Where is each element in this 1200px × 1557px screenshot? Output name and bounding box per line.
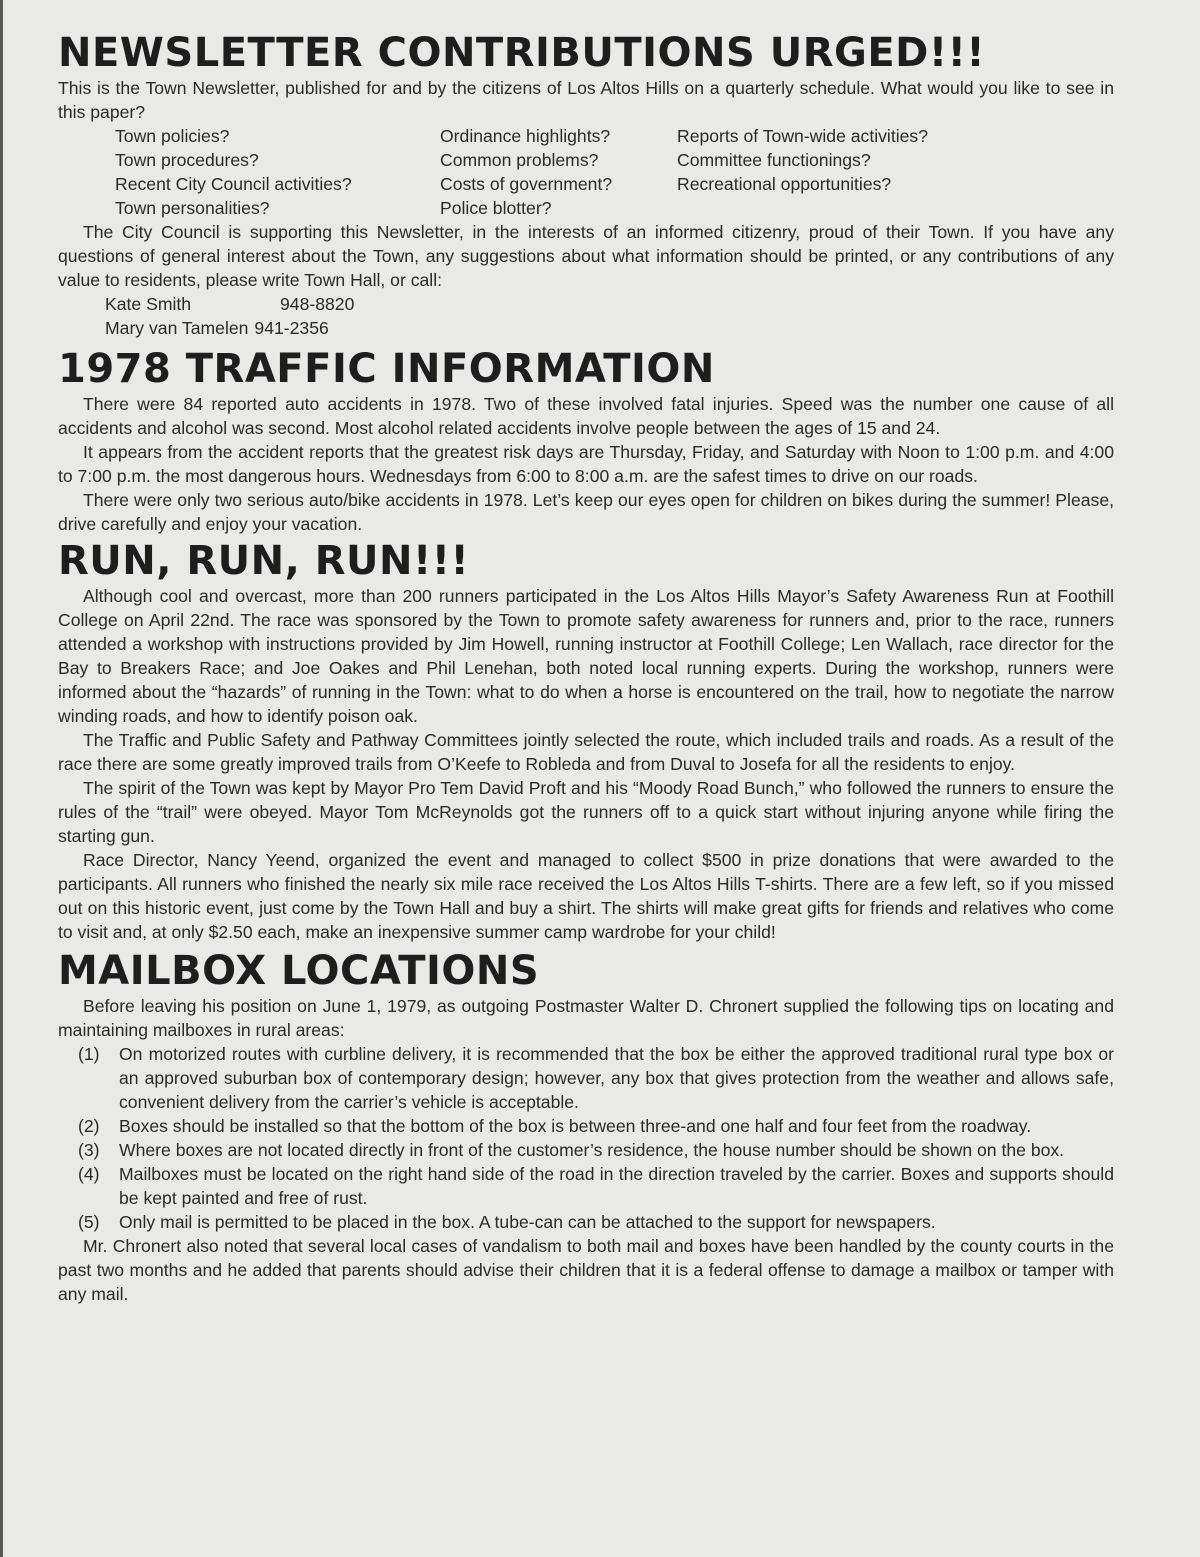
list-item-text: Boxes should be installed so that the bottom of the box is between three-and one half and four feet from the roadway. — [119, 1116, 1032, 1136]
contact-row — [105, 316, 1114, 340]
list-item — [78, 1138, 1114, 1162]
body-paragraph: There were 84 reported auto accidents in 1978. Two of these involved fatal injuries. Speed was the number one cause of all accidents and alcohol was second. Most alcohol related accidents involve people between the ages of 15 and 24. — [58, 394, 1114, 438]
list-item-number: (2) — [78, 1116, 100, 1136]
body-paragraph: Race Director, Nancy Yeend, organized the event and managed to collect $500 in prize donations that were awarded to the participants. All runners who finished the nearly six mile race received the Los Altos Hills T-shirts. There are a few left, so if you missed out on this historic event, just come by the Town Hall and buy a shirt. The shirts will make great gifts for friends and relatives who come to visit and, at only $2.50 each, make an inexpensive summer camp wardrobe for your child! — [58, 850, 1114, 942]
list-item-number: (5) — [78, 1212, 100, 1232]
topic-item: Common problems? — [440, 150, 599, 170]
topic-item: Town policies? — [115, 126, 230, 146]
intro-paragraph: This is the Town Newsletter, published for and by the citizens of Los Altos Hills on a quarterly schedule. What would you like to see in this paper? — [58, 78, 1114, 122]
section-mailbox-locations — [58, 948, 1114, 1306]
topic-item: Reports of Town-wide activities? — [677, 126, 928, 146]
contact-phone: 948-8820 — [280, 294, 355, 314]
section-newsletter-contributions — [58, 30, 1114, 340]
topic-item: Recreational opportunities? — [677, 174, 892, 194]
section-title: NEWSLETTER CONTRIBUTIONS URGED!!! — [58, 30, 986, 76]
contact-name: Kate Smith — [105, 294, 192, 314]
topic-item: Town procedures? — [115, 150, 259, 170]
support-paragraph: The City Council is supporting this Newsletter, in the interests of an informed citizenry, proud of their Town. If you have any questions of general interest about the Town, any suggestions about what information should be printed, or any contributions of any value to residents, please write Town Hall, or call: — [58, 222, 1114, 290]
topic-item: Costs of government? — [440, 174, 613, 194]
section-title: RUN, RUN, RUN!!! — [58, 538, 470, 584]
topic-item: Town personalities? — [115, 198, 270, 218]
list-item-number: (3) — [78, 1140, 100, 1160]
topic-list — [115, 124, 1114, 220]
topic-item: Committee functionings? — [677, 150, 871, 170]
contact-phone: 941-2356 — [254, 318, 329, 338]
topic-item — [677, 196, 1077, 220]
list-item-text: Only mail is permitted to be placed in the box. A tube-can can be attached to the support for newspapers. — [119, 1212, 936, 1232]
body-paragraph: There were only two serious auto/bike accidents in 1978. Let’s keep our eyes open for children on bikes during the summer! Please, drive carefully and enjoy your vacation. — [58, 490, 1114, 534]
list-item-number: (1) — [78, 1044, 100, 1064]
body-paragraph: The Traffic and Public Safety and Pathway Committees jointly selected the route, which included trails and roads. As a result of the race there are some greatly improved trails from O’Keefe to Robleda and from Duval to Josefa for all the residents to enjoy. — [58, 730, 1114, 774]
section-traffic-information — [58, 346, 1114, 536]
body-paragraph: Although cool and overcast, more than 200 runners participated in the Los Altos Hills Mayor’s Safety Awareness Run at Foothill College on April 22nd. The race was sponsored by the Town to promote safety awareness for runners and, prior to the race, runners attended a workshop with instructions provided by Jim Howell, running instructor at Foothill College; Len Wallach, race director for the Bay to Breakers Race; and Joe Oakes and Phil Lenehan, both noted local running experts. During the workshop, runners were informed about the “hazards” of running in the Town: what to do when a horse is encountered on the trail, how to negotiate the narrow winding roads, and how to identify poison oak. — [58, 586, 1114, 726]
list-item — [78, 1210, 1114, 1234]
list-item — [78, 1114, 1114, 1138]
topic-item: Police blotter? — [440, 198, 552, 218]
list-item-number: (4) — [78, 1164, 100, 1184]
list-item-text: On motorized routes with curbline delivery, it is recommended that the box be either the approved traditional rural type box or an approved suburban box of contemporary design; however, any box that gives protection from the weather and allows safe, convenient delivery from the carrier’s vehicle is acceptable. — [119, 1044, 1114, 1112]
intro-paragraph: Before leaving his position on June 1, 1979, as outgoing Postmaster Walter D. Chronert supplied the following tips on locating and maintaining mailboxes in rural areas: — [58, 996, 1114, 1040]
list-item — [78, 1042, 1114, 1114]
scan-edge — [0, 0, 3, 1557]
contact-row — [105, 292, 1114, 316]
section-title: 1978 TRAFFIC INFORMATION — [58, 346, 715, 392]
body-paragraph: The spirit of the Town was kept by Mayor Pro Tem David Proft and his “Moody Road Bunch,” who followed the runners to ensure the rules of the “trail” were obeyed. Mayor Tom McReynolds got the runners off to a quick start without injuring anyone while firing the starting gun. — [58, 778, 1114, 846]
section-run-run-run — [58, 538, 1114, 944]
newsletter-page — [58, 30, 1114, 1306]
section-title: MAILBOX LOCATIONS — [58, 948, 540, 994]
closing-paragraph: Mr. Chronert also noted that several local cases of vandalism to both mail and boxes have been handled by the county courts in the past two months and he added that parents should advise their children that it is a federal offense to damage a mailbox or tamper with any mail. — [58, 1236, 1114, 1304]
topic-item: Recent City Council activities? — [115, 174, 352, 194]
list-item — [78, 1162, 1114, 1210]
mailbox-tips-list — [78, 1042, 1114, 1234]
list-item-text: Where boxes are not located directly in front of the customer’s residence, the house number should be shown on the box. — [119, 1140, 1065, 1160]
list-item-text: Mailboxes must be located on the right hand side of the road in the direction traveled by the carrier. Boxes and supports should be kept painted and free of rust. — [119, 1164, 1114, 1208]
topic-item: Ordinance highlights? — [440, 126, 611, 146]
contact-name: Mary van Tamelen — [105, 318, 249, 338]
contact-list — [105, 292, 1114, 340]
body-paragraph: It appears from the accident reports that the greatest risk days are Thursday, Friday, and Saturday with Noon to 1:00 p.m. and 4:00 to 7:00 p.m. the most dangerous hours. Wednesdays from 6:00 to 8:00 a.m. are the safest times to drive on our roads. — [58, 442, 1114, 486]
